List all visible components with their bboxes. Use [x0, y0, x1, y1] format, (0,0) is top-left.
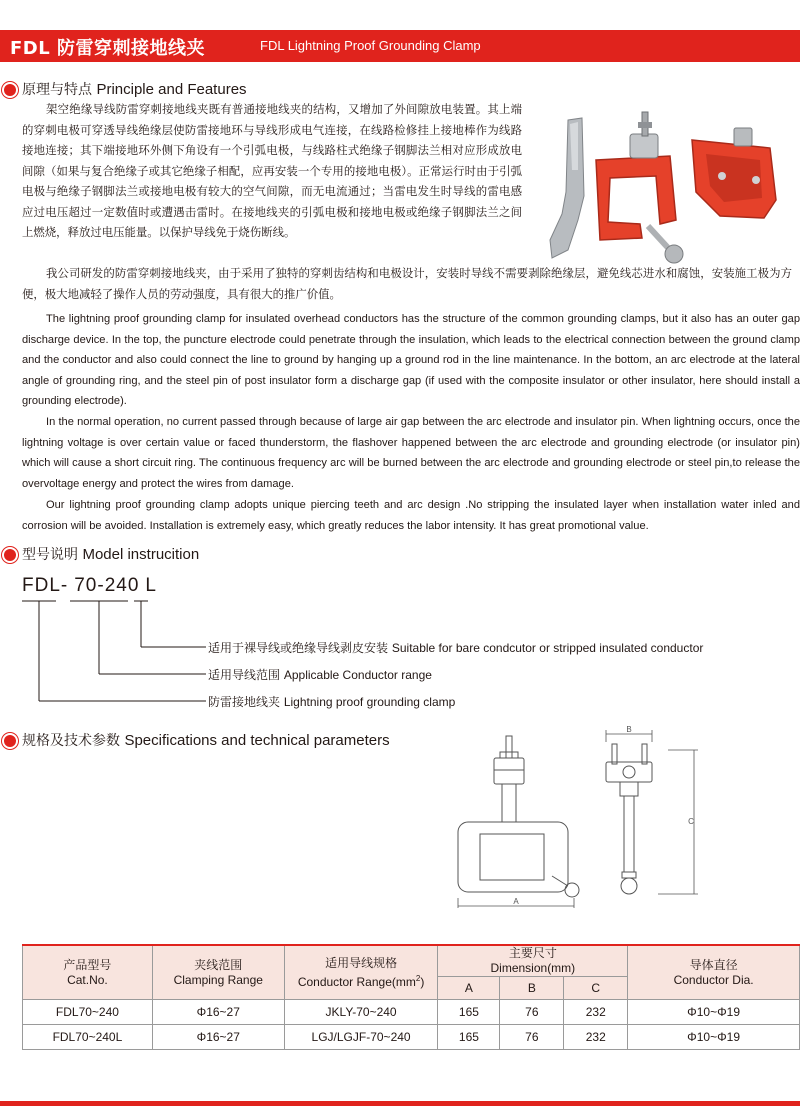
principle-en-paragraph-1: The lightning proof grounding clamp for insulated overhead conductors has the structure of the common grounding clamps, but it also has an outer gap discharge device. In the top, the puncture electrode could penetrate through the insulation, which leads to the electrical connection between the ground clamp and the conductor and also could connect the line to ground by hanging up a ground rod in the line maintenance. In the bottom, an arc electrode at the lateral angle of grounding ring, and the steel pin of post insulator form a discharge gap (if used with the composite insulator or other insulator, here should install a grounding electrode).	[22, 313, 800, 408]
section-title-specs: 规格及技术参数 Specifications and technical parameters	[22, 732, 390, 749]
drawing-side-view	[598, 722, 708, 922]
page-title-en: FDL Lightning Proof Grounding Clamp	[260, 38, 481, 53]
dimension-label-b: B	[626, 725, 632, 734]
model-line-range: 适用导线范围 Applicable Conductor range	[208, 668, 432, 682]
table-header-cat: 产品型号 Cat.No.	[23, 945, 153, 1000]
table-header-c: C	[564, 977, 628, 1000]
dimension-label-c: C	[688, 817, 694, 826]
section-bullet-icon	[4, 84, 16, 96]
table-row: FDL70~240 Φ16~27 JKLY-70~240 165 76 232 Φ10~Φ19	[23, 1000, 800, 1025]
product-photo	[520, 100, 800, 270]
table-header-b: B	[500, 977, 564, 1000]
table-header-dia: 导体直径 Conductor Dia.	[628, 945, 800, 1000]
section-bullet-icon	[4, 735, 16, 747]
model-connector-lines	[22, 598, 212, 708]
principle-cn-paragraph-2: 我公司研发的防雷穿刺接地线夹，由于采用了独特的穿刺齿结构和电极设计，安装时导线不需要剥除绝缘层，避免线芯进水和腐蚀，安装施工极为方便，极大地减轻了操作人员的劳动强度，具有很大的推广价值。	[22, 266, 792, 301]
model-code-dash: -	[60, 575, 69, 596]
page-title-cn: FDL 防雷穿刺接地线夹	[10, 38, 205, 59]
model-code-prefix: FDL	[22, 575, 61, 596]
principle-en-paragraph-3: Our lightning proof grounding clamp adopts unique piercing teeth and arc design .No stripping the insulated layer when installation water inled and corrosion will be avoided. Installation is extremely easy, which greatly reduces the labor intensity. It has great promotional value.	[22, 499, 800, 532]
drawing-front-view	[440, 730, 590, 920]
model-line-suffix: 适用于裸导线或绝缘导线剥皮安装 Suitable for bare condcutor or stripped insulated conductor	[208, 641, 704, 655]
model-code-suffix: L	[145, 575, 157, 596]
spec-table	[22, 944, 800, 1050]
section-bullet-icon	[4, 549, 16, 561]
principle-cn-paragraph: 架空绝缘导线防雷穿刺接地线夹既有普通接地线夹的结构，又增加了外间隙放电装置。其上端的穿刺电极可穿透导线绝缘层使防雷接地环与导线形成电气连接，在线路检修挂上接地棒作为线路接地连接；其下端接地环外侧下角设有一个引弧电极，与线路柱式绝缘子钢脚法兰相对应形成放电间隙（如果与复合绝缘子或其它绝缘子相配，应再安装一个专用的接地电极）。正常运行时由于引弧电极与绝缘子钢脚法兰或接地电极有较大的空气间隙，而无电流通过；当雷电发生时导线的雷电感应过电压超过一定数值时或遭遇击雷时。在接地线夹的引弧电极和接地电极或绝缘子钢脚法兰之间上燃烧，释放过电压能量。以保护导线免于烧伤断线。	[22, 102, 522, 239]
table-header-a: A	[438, 977, 500, 1000]
section-title-principle: 原理与特点 Principle and Features	[22, 81, 247, 98]
table-header-conductor: 适用导线规格 Conductor $Range(mm^2)$	[284, 945, 438, 1000]
model-code-range: 70-240	[74, 575, 140, 596]
dimension-label-a: A	[513, 897, 519, 906]
model-code	[22, 575, 157, 597]
section-title-model: 型号说明 Model instrucition	[22, 546, 200, 563]
table-header-dimension: 主要尺寸 Dimension(mm)	[438, 945, 628, 977]
footer-bar	[0, 1101, 800, 1106]
model-line-prefix: 防雷接地线夹 Lightning proof grounding clamp	[208, 695, 456, 709]
principle-en-paragraph-2: In the normal operation, no current passed through because of large air gap between the arc electrode and insulator pin. When lightning occurs, once the lightning voltage is over certain value or faced thunderstorm, the flashover happened between the arc electrode and grounding electrode (or insulator pin) which will cause a short circuit ring. The continuous frequency arc will be burned between the arc electrode and grounding electrode or steel pin,to release the overvoltage energy and protect the wires from damage.	[22, 416, 800, 490]
table-row: FDL70~240L Φ16~27 LGJ/LGJF-70~240 165 76 232 Φ10~Φ19	[23, 1025, 800, 1050]
table-header-clamping: 夹线范围 Clamping Range	[152, 945, 284, 1000]
